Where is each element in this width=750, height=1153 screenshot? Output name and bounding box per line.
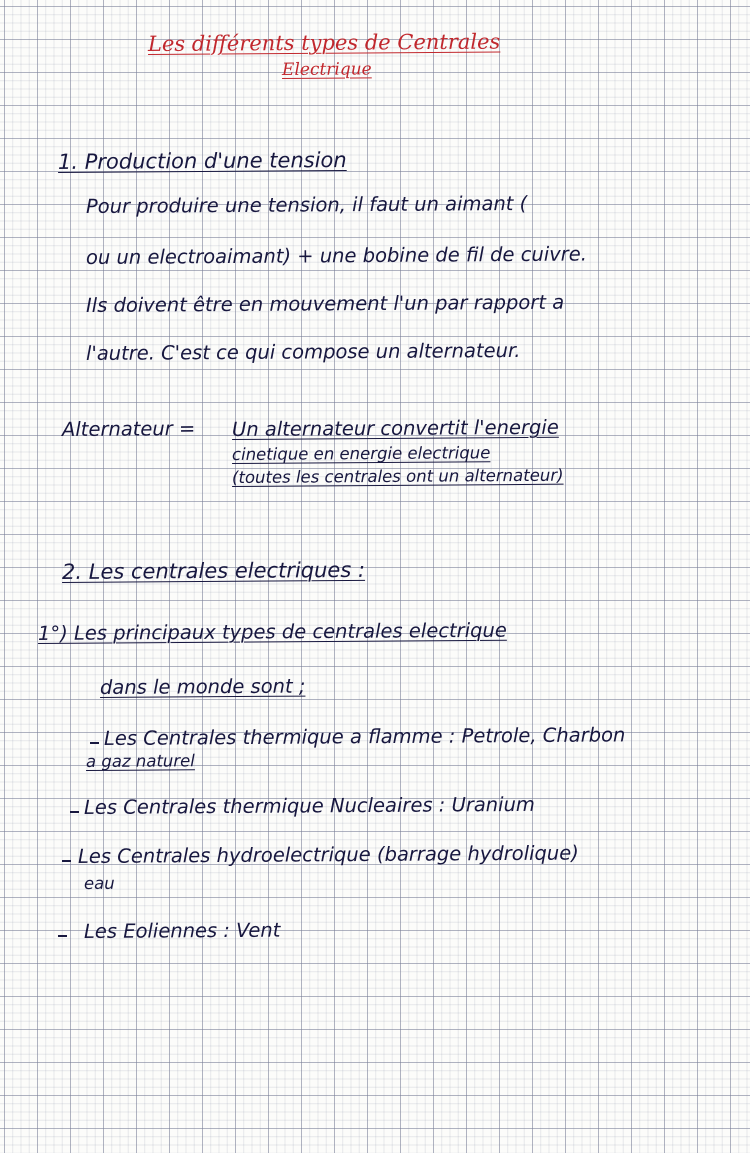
list-bullet xyxy=(58,935,67,937)
subsection-heading: 1°) Les principaux types de centrales electrique xyxy=(37,618,507,645)
list-item-cont: a gaz naturel xyxy=(85,751,195,771)
list-bullet xyxy=(70,811,79,813)
section-1-line: ou un electroaimant) + une bobine de fil de cuivre. xyxy=(85,242,588,269)
definition-line: cinetique en energie electrique xyxy=(231,443,491,464)
section-1-line: Pour produire une tension, il faut un aimant ( xyxy=(85,191,528,218)
definition-term: Alternateur = xyxy=(61,417,196,441)
subsection-heading-cont: dans le monde sont ; xyxy=(99,674,306,699)
list-item: Les Centrales thermique a flamme : Petrole, Charbon xyxy=(103,723,626,750)
page-title: Les différents types de Centrales xyxy=(147,29,501,56)
definition-line: (toutes les centrales ont un alternateur) xyxy=(231,465,564,487)
list-item: Les Centrales thermique Nucleaires : Uranium xyxy=(83,792,535,819)
section-1-line: l'autre. C'est ce qui compose un alternateur. xyxy=(85,338,521,365)
list-item-cont: eau xyxy=(83,873,115,893)
list-bullet xyxy=(62,860,71,862)
section-1-line: Ils doivent être en mouvement l'un par rapport a xyxy=(85,290,565,317)
section-2-heading: 2. Les centrales electriques : xyxy=(61,557,366,584)
page-title-line2: Electrique xyxy=(281,59,372,80)
definition-line: Un alternateur convertit l'energie xyxy=(231,415,559,441)
list-item: Les Eoliennes : Vent xyxy=(83,918,281,943)
list-item: Les Centrales hydroelectrique (barrage hydrolique) xyxy=(77,841,579,868)
list-bullet xyxy=(90,742,99,744)
section-1-heading: 1. Production d'une tension xyxy=(57,147,347,174)
